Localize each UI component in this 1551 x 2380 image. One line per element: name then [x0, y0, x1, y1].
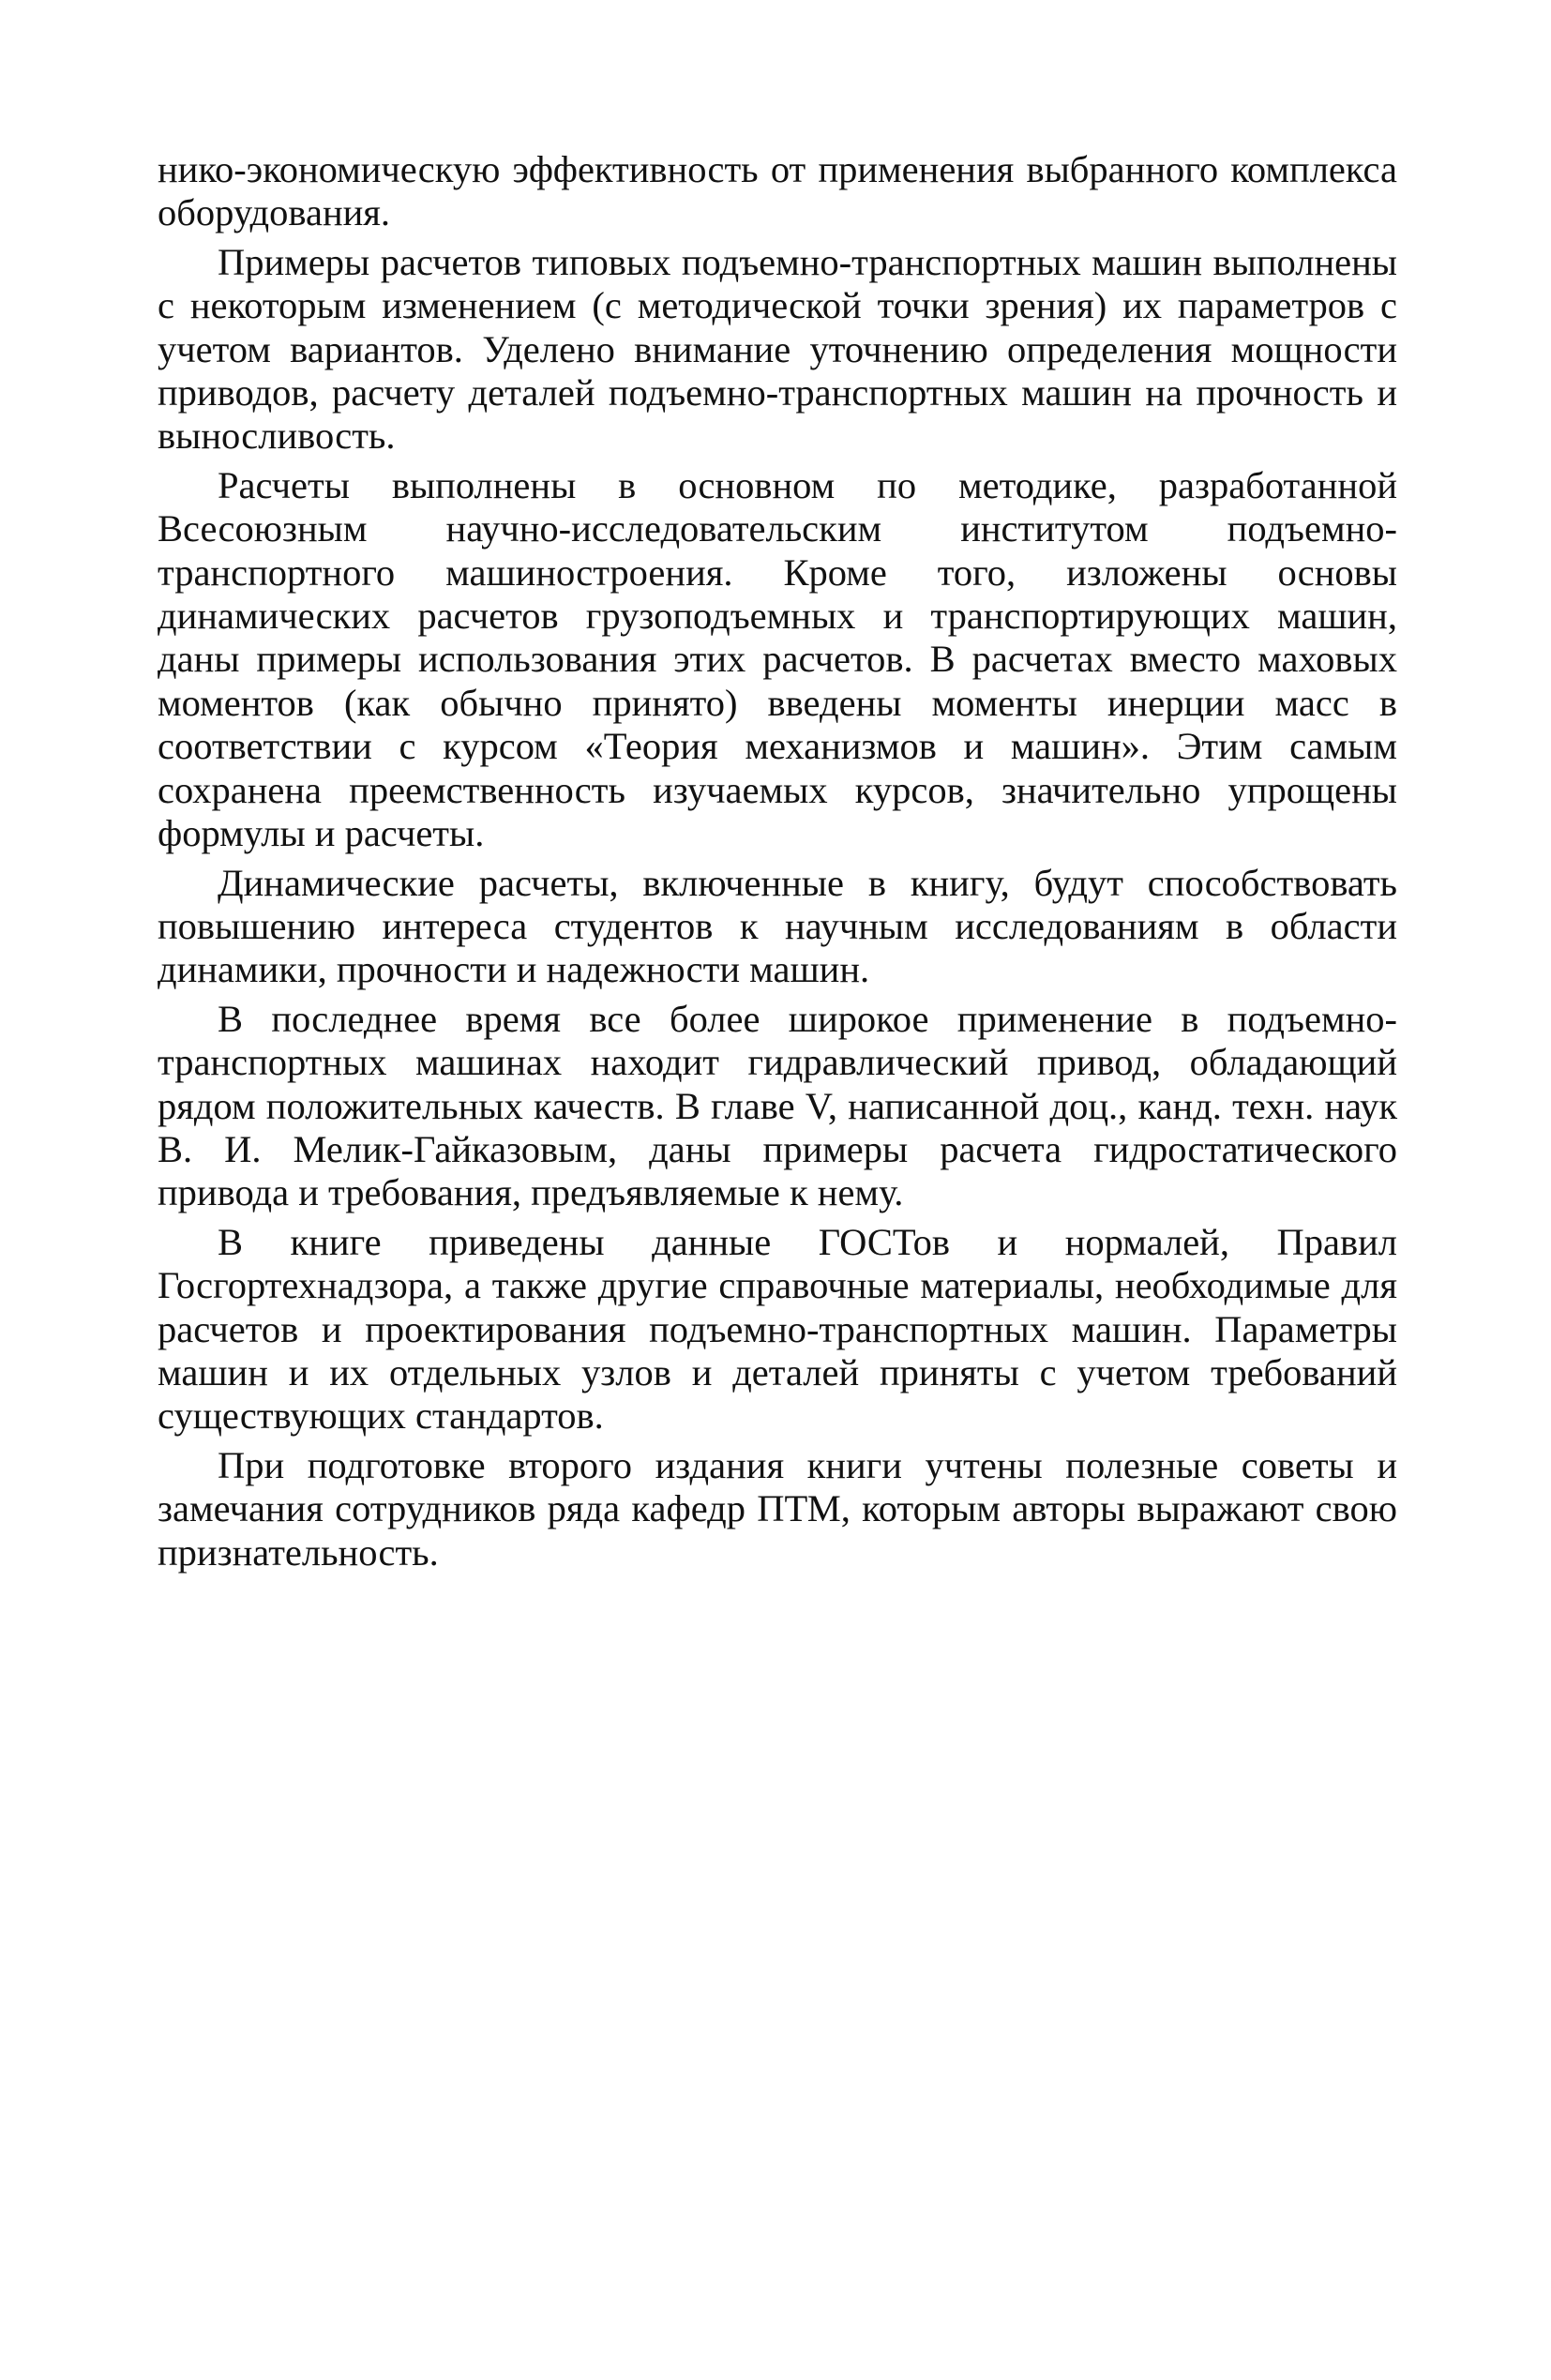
paragraph-3: Расчеты выполнены в основном по методике, разработанной Всесоюзным научно-исследовательским институтом подъемно-транспортного машиностроения. Кроме того, изложены основы динамических расчетов грузоподъемных и транспортирующих машин, даны примеры использования этих расчетов. В расчетах вместо маховых моментов (как обычно принято) введены моменты инерции масс в соответствии с курсом «Теория механизмов и машин». Этим самым сохранена преемственность изучаемых курсов, значительно упрощены формулы и расчеты.: [158, 463, 1397, 855]
paragraph-5: В последнее время все более широкое применение в подъемно-транспортных машинах находит гидравлический привод, обладающий рядом положительных качеств. В главе V, написанной доц., канд. техн. наук В. И. Мелик-Гайказовым, даны примеры расчета гидростатического привода и требования, предъявляемые к нему.: [158, 997, 1397, 1214]
body-text: [158, 148, 1397, 1574]
paragraph-2: Примеры расчетов типовых подъемно-транспортных машин выполнены с некоторым изменением (с методической точки зрения) их параметров с учетом вариантов. Уделено внимание уточнению определения мощности приводов, расчету деталей подъемно-транспортных машин на прочность и выносливость.: [158, 240, 1397, 458]
paragraph-1: нико-экономическую эффективность от применения выбранного комплекса оборудования.: [158, 148, 1397, 234]
paragraph-6: В книге приведены данные ГОСТов и нормалей, Правил Госгортехнадзора, а также другие справочные материалы, необходимые для расчетов и проектирования подъемно-транспортных машин. Параметры машин и их отдельных узлов и деталей приняты с учетом требований существующих стандартов.: [158, 1220, 1397, 1438]
paragraph-7: При подготовке второго издания книги учтены полезные советы и замечания сотрудников ряда кафедр ПТМ, которым авторы выражают свою признательность.: [158, 1443, 1397, 1574]
paragraph-4: Динамические расчеты, включенные в книгу, будут способствовать повышению интереса студентов к научным исследованиям в области динамики, прочности и надежности машин.: [158, 861, 1397, 991]
